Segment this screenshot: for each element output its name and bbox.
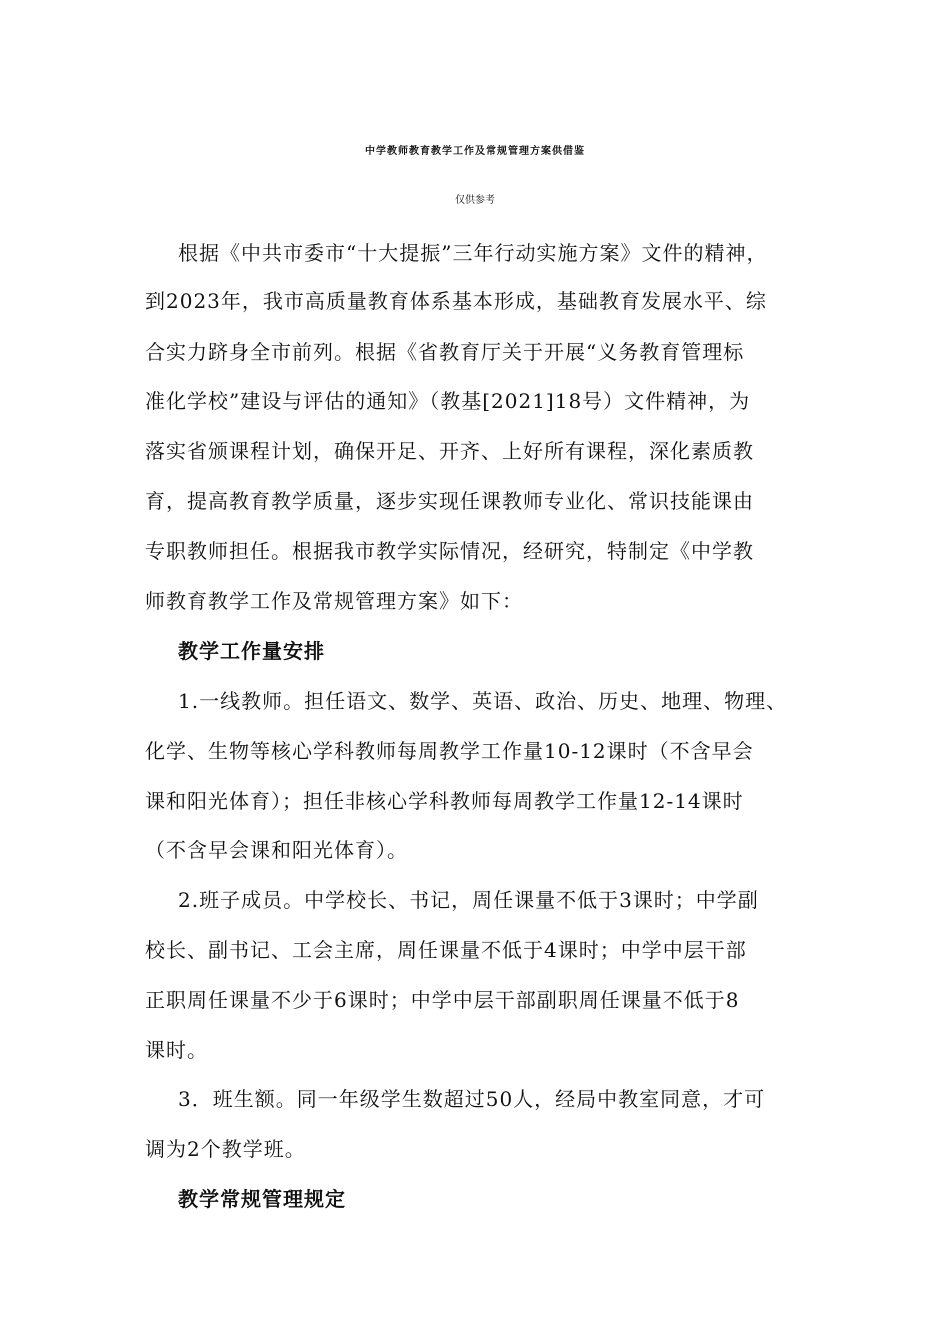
item2-line: 正职周任课量不少于6课时；中学中层干部副职周任课量不低于8 (145, 988, 740, 1012)
intro-line: 专职教师担任。根据我市教学实际情况，经研究，特制定《中学教 (145, 539, 754, 563)
section-heading-rules: 教学常规管理规定 (178, 1187, 346, 1211)
item3-line: 调为2个教学班。 (145, 1137, 306, 1161)
intro-line: 根据《中共市委市“十大提振”三年行动实施方案》文件的精神， (178, 241, 768, 265)
item1-line: （不含早会课和阳光体育）。 (145, 838, 408, 862)
item1-line: 化学、生物等核心学科教师每周教学工作量10-12课时（不含早会 (145, 739, 754, 763)
item1-line: 1.一线教师。担任语文、数学、英语、政治、历史、地理、物理、 (178, 689, 788, 713)
document-title: 中学教师教育教学工作及常规管理方案供借鉴 (365, 146, 585, 157)
item2-line: 校长、副书记、工会主席，周任课量不低于4课时；中学中层干部 (145, 938, 747, 962)
item1-line: 课和阳光体育）；担任非核心学科教师每周教学工作量12-14课时 (145, 789, 744, 813)
intro-line: 到2023年，我市高质量教育体系基本形成，基础教育发展水平、综 (145, 289, 767, 313)
section-heading-workload: 教学工作量安排 (178, 639, 325, 663)
intro-line: 合实力跻身全市前列。根据《省教育厅关于开展“义务教育管理标 (145, 340, 745, 364)
item2-line: 课时。 (145, 1038, 208, 1062)
intro-line: 育，提高教育教学质量，逐步实现任课教师专业化、常识技能课由 (145, 489, 754, 513)
item2-line: 2.班子成员。中学校长、书记，周任课量不低于3课时；中学副 (178, 888, 759, 912)
intro-line: 落实省颁课程计划，确保开足、开齐、上好所有课程，深化素质教 (145, 439, 754, 463)
document-subtitle: 仅供参考 (455, 195, 495, 206)
intro-line: 准化学校”建设与评估的通知》（教基[2021]18号）文件精神，为 (145, 389, 751, 413)
intro-line: 师教育教学工作及常规管理方案》如下： (145, 589, 523, 613)
item3-line: 3．班生额。同一年级学生数超过50人，经局中教室同意，才可 (178, 1087, 766, 1111)
